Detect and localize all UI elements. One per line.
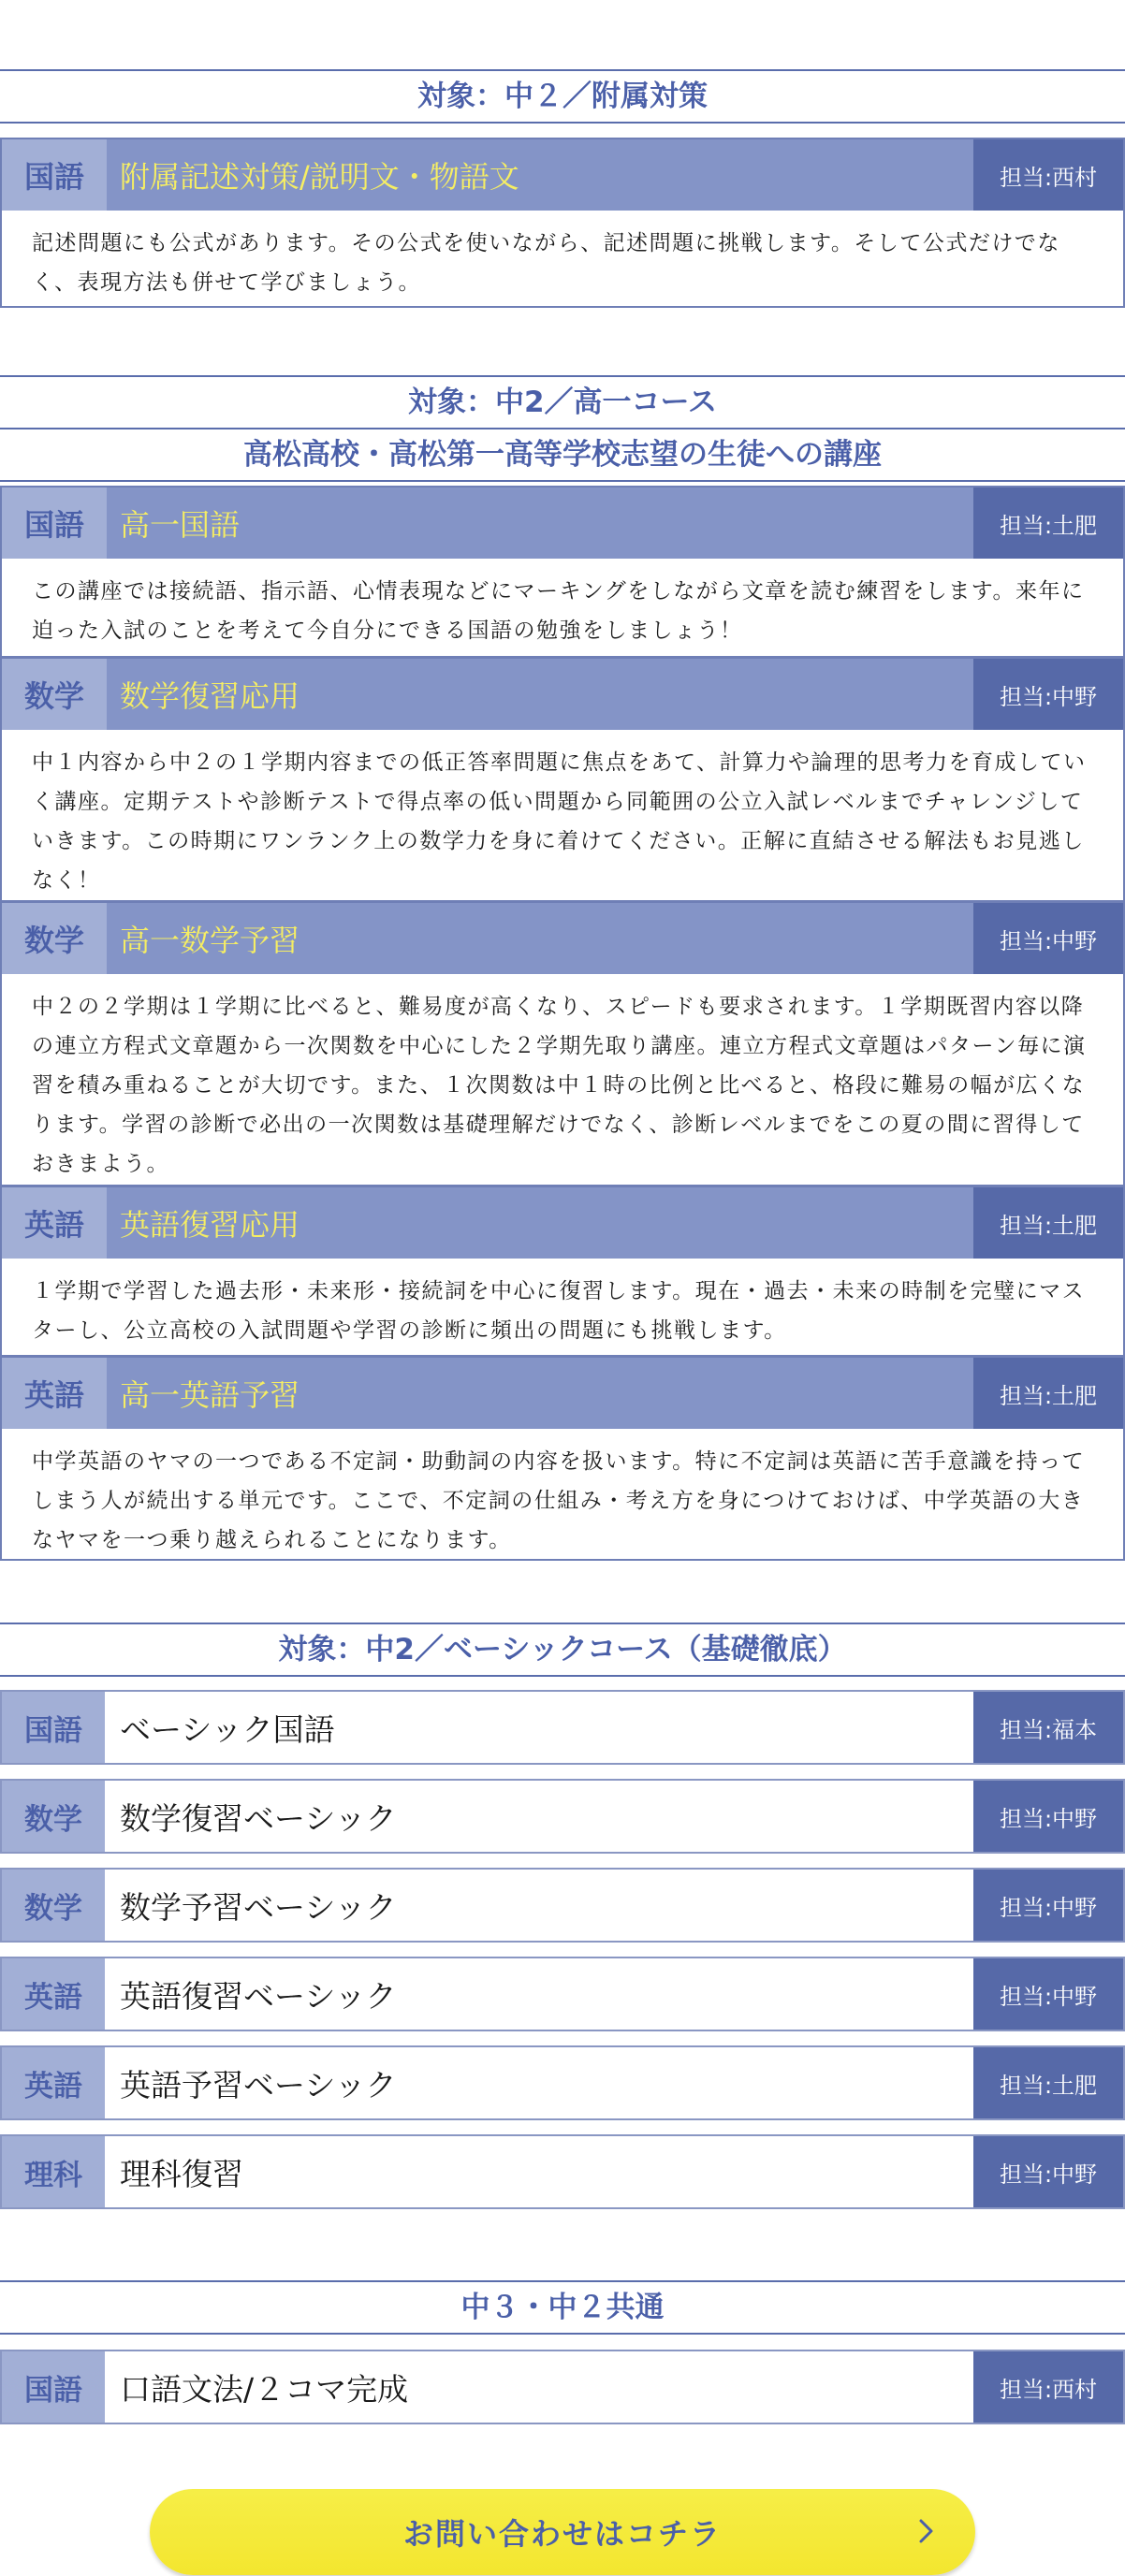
course-card	[0, 486, 1125, 658]
section-header-common	[0, 2280, 1125, 2335]
course-header	[2, 903, 1123, 974]
subject-label: 国語	[2, 2351, 105, 2423]
subject-label: 国語	[2, 139, 107, 211]
subject-label: 英語	[2, 2047, 105, 2118]
section-title: 対象：中2／高一コース	[407, 386, 718, 419]
subject-label: 英語	[2, 1958, 105, 2030]
course-header	[2, 1358, 1123, 1429]
basic-course-row	[0, 1957, 1125, 2031]
subject-label: 国語	[2, 1692, 105, 1763]
basic-course-row	[0, 2134, 1125, 2209]
course-card	[0, 1356, 1125, 1561]
teacher-label: 担当:中野	[973, 903, 1123, 974]
course-title: 高一英語予習	[120, 1377, 300, 1413]
teacher-label: 担当:中野	[973, 1870, 1123, 1941]
section-title: 対象：中2／ベーシックコース（基礎徹底）	[278, 1633, 847, 1666]
section-subtitle: 高松高校・高松第一高等学校志望の生徒への講座	[0, 428, 1125, 480]
teacher-label: 担当:西村	[973, 139, 1123, 211]
course-title: 高一国語	[120, 507, 241, 543]
teacher-label: 担当:中野	[973, 2136, 1123, 2207]
contact-button[interactable]	[150, 2489, 975, 2575]
teacher-label: 担当:中野	[973, 1781, 1123, 1852]
subject-label: 数学	[2, 1870, 105, 1941]
teacher-label: 担当:中野	[973, 659, 1123, 730]
course-title: 英語復習ベーシック	[105, 1958, 973, 2030]
basic-course-row	[0, 2350, 1125, 2424]
chevron-right-icon	[910, 2515, 942, 2547]
course-title: 口語文法/２コマ完成	[105, 2351, 973, 2423]
course-header	[2, 139, 1123, 211]
course-card	[0, 901, 1125, 1186]
section-header-fuzoku	[0, 69, 1125, 124]
subject-label: 英語	[2, 1358, 107, 1429]
basic-course-row	[0, 1868, 1125, 1943]
course-title: 数学予習ベーシック	[105, 1870, 973, 1941]
course-title: 附属記述対策/説明文・物語文	[120, 159, 519, 195]
teacher-label: 担当:土肥	[973, 2047, 1123, 2118]
course-description: 記述問題にも公式があります。その公式を使いながら、記述問題に挑戦します。そして公式だけでなく、表現方法も併せて学びましょう。	[32, 231, 1060, 295]
subject-label: 数学	[2, 903, 107, 974]
teacher-label: 担当:福本	[973, 1692, 1123, 1763]
course-title: 英語予習ベーシック	[105, 2047, 973, 2118]
course-title: 数学復習応用	[120, 678, 300, 714]
teacher-label: 担当:中野	[973, 1958, 1123, 2030]
subject-label: 理科	[2, 2136, 105, 2207]
course-description: 中１内容から中２の１学期内容までの低正答率問題に焦点をあて、計算力や論理的思考力を育成していく講座。定期テストや診断テストで得点率の低い問題から同範囲の公立入試レベルまでチャレンジしていきます。この時期にワンランク上の数学力を身に着けてください。正解に直結させる解法もお見逃しなく！	[32, 750, 1087, 893]
course-description: １学期で学習した過去形・未来形・接続詞を中心に復習します。現在・過去・未来の時制を完璧にマスターし、公立高校の入試問題や学習の診断に頻出の問題にも挑戦します。	[32, 1279, 1086, 1343]
section-title: 中３・中２共通	[460, 2291, 665, 2324]
basic-course-row	[0, 2045, 1125, 2120]
teacher-label: 担当:土肥	[973, 488, 1123, 559]
course-card	[0, 138, 1125, 308]
course-header	[2, 1187, 1123, 1259]
teacher-label: 担当:土肥	[973, 1358, 1123, 1429]
subject-label: 国語	[2, 488, 107, 559]
subject-label: 英語	[2, 1187, 107, 1259]
course-description: 中２の２学期は１学期に比べると、難易度が高くなり、スピードも要求されます。１学期既習内容以降の連立方程式文章題から一次関数を中心にした２学期先取り講座。連立方程式文章題はパターン毎に演習を積み重ねることが大切です。また、１次関数は中１時の比例と比べると、格段に難易の幅が広くなります。学習の診断で必出の一次関数は基礎理解だけでなく、診断レベルまでをこの夏の間に習得しておきまよう。	[32, 995, 1087, 1176]
contact-button-label: お問い合わせはコチラ	[402, 2516, 722, 2552]
course-header	[2, 659, 1123, 730]
course-title: 英語復習応用	[120, 1207, 300, 1243]
teacher-label: 担当:土肥	[973, 1187, 1123, 1259]
course-description: この講座では接続語、指示語、心情表現などにマーキングをしながら文章を読む練習をします。来年に迫った入試のことを考えて今自分にできる国語の勉強をしましょう！	[32, 579, 1085, 643]
course-title: 理科復習	[105, 2136, 973, 2207]
section-header-koichi	[0, 375, 1125, 482]
course-title: 数学復習ベーシック	[105, 1781, 973, 1852]
course-header	[2, 488, 1123, 559]
course-title: 高一数学予習	[120, 923, 300, 958]
course-card	[0, 657, 1125, 902]
basic-course-row	[0, 1779, 1125, 1854]
section-title: 対象：中２／附属対策	[417, 80, 708, 113]
course-title: ベーシック国語	[105, 1692, 973, 1763]
course-description: 中学英語のヤマの一つである不定詞・助動詞の内容を扱います。特に不定詞は英語に苦手意識を持ってしまう人が続出する単元です。ここで、不定詞の仕組み・考え方を身につけておけば、中学英語の大きなヤマを一つ乗り越えられることになります。	[32, 1449, 1086, 1552]
basic-course-row	[0, 1690, 1125, 1765]
subject-label: 数学	[2, 659, 107, 730]
subject-label: 数学	[2, 1781, 105, 1852]
teacher-label: 担当:西村	[973, 2351, 1123, 2423]
course-card	[0, 1186, 1125, 1357]
section-header-basic	[0, 1623, 1125, 1677]
